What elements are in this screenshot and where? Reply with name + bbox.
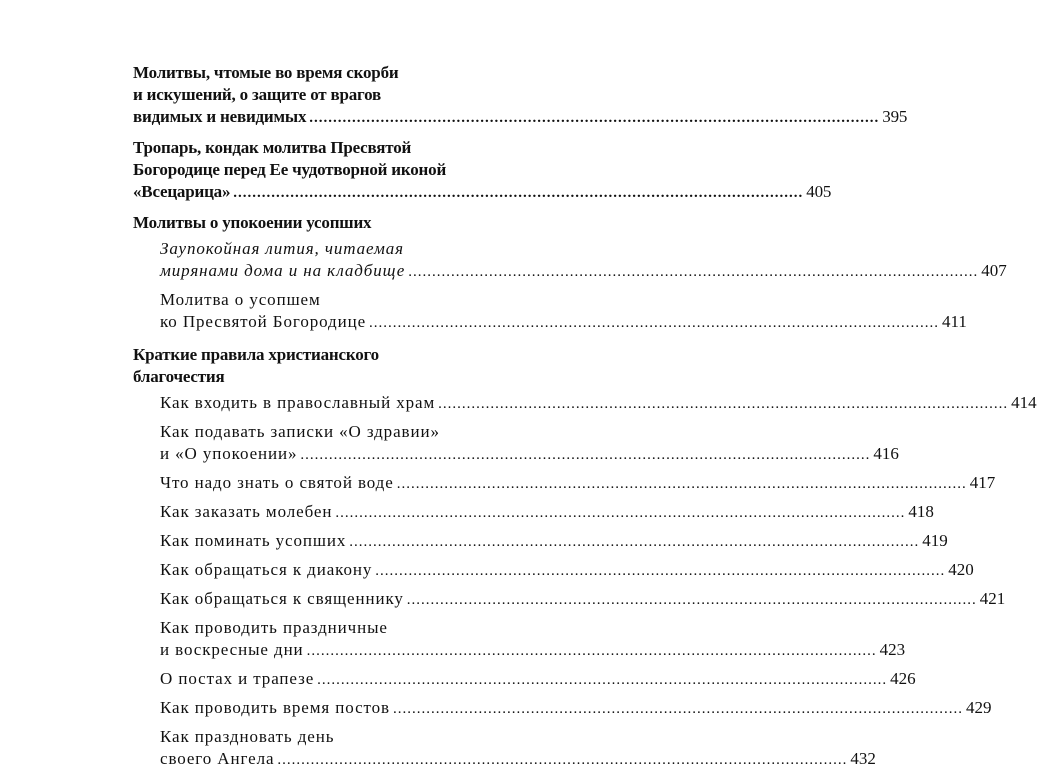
entry-title-line: Богородице перед Ее чудотворной иконой — [133, 160, 447, 179]
entry-title-line: Что надо знать о святой воде — [160, 473, 394, 492]
dot-leader: ........................................................................................................................ — [392, 701, 963, 717]
toc-entry-address-priest — [133, 588, 1006, 611]
entry-title-line: Как праздновать день — [160, 727, 335, 746]
entry-title-line: своего Ангела — [160, 749, 275, 768]
toc-entry-moleben — [133, 501, 934, 524]
toc-section-prayers-departed — [133, 212, 489, 234]
entry-title-line: Как обращаться к священнику — [160, 589, 404, 608]
toc-section-christian-rules — [133, 344, 489, 388]
page-number: 416 — [873, 444, 899, 463]
dot-leader: ........................................................................................................................ — [438, 396, 1009, 412]
page-number: 395 — [882, 107, 908, 126]
toc-entry-submit-notes — [133, 421, 899, 466]
toc-entry-prayer-departed-theotokos — [133, 289, 967, 334]
entry-title-line: Как подавать записки «О здравии» — [160, 422, 440, 441]
dot-leader: ........................................................................................................................ — [233, 185, 804, 201]
toc-entry-name-day — [133, 726, 876, 771]
section-heading: Молитвы о упокоении усопших — [133, 213, 372, 232]
toc-entry-feast-days — [133, 617, 906, 662]
dot-leader: ........................................................................................................................ — [406, 592, 977, 608]
toc-entry-enter-church — [133, 392, 1037, 415]
entry-title-line: и искушений, о защите от врагов — [133, 85, 381, 104]
toc-entry-troparion-vsetsaritsa — [133, 137, 832, 204]
dot-leader: ........................................................................................................................ — [277, 752, 848, 768]
toc-entry-holy-water — [133, 472, 996, 495]
entry-title-line: Как заказать молебен — [160, 502, 333, 521]
page-number: 420 — [948, 560, 974, 579]
entry-title-line: Как обращаться к диакону — [160, 560, 373, 579]
page-number: 414 — [1011, 393, 1037, 412]
page-number: 411 — [942, 312, 967, 331]
entry-title-line: Заупокойная лития, читаемая — [160, 239, 404, 258]
toc-entry-fasts-meals — [133, 668, 916, 691]
entry-title-line: Молитвы, чтомые во время скорби — [133, 63, 399, 82]
page-number: 426 — [890, 669, 916, 688]
page-number: 432 — [850, 749, 876, 768]
entry-title-line: О постах и трапезе — [160, 669, 315, 688]
page-number: 407 — [981, 261, 1007, 280]
toc-entry-litiya — [133, 238, 1007, 283]
entry-title-line: мирянами дома и на кладбище — [160, 261, 406, 280]
dot-leader: ........................................................................................................................ — [369, 315, 940, 331]
toc-entry-address-deacon — [133, 559, 974, 582]
section-heading: Краткие правила христианского — [133, 345, 379, 364]
toc-entry-prayers-sorrow — [133, 62, 908, 129]
entry-title-line: и воскресные дни — [160, 640, 304, 659]
section-heading: благочестия — [133, 367, 225, 386]
toc-entry-fasting-time — [133, 697, 992, 720]
toc-entry-commemorate-departed — [133, 530, 948, 553]
entry-title-line: Как проводить время постов — [160, 698, 390, 717]
page-number: 429 — [965, 698, 992, 717]
page-number: 405 — [806, 182, 832, 201]
dot-leader: ........................................................................................................................ — [335, 505, 906, 521]
dot-leader: ........................................................................................................................ — [300, 447, 871, 463]
dot-leader: ........................................................................................................................ — [349, 534, 920, 550]
dot-leader: ........................................................................................................................ — [309, 110, 880, 126]
entry-title-line: «Всецарица» — [133, 182, 231, 201]
dot-leader: ........................................................................................................................ — [375, 563, 946, 579]
entry-title-line: Молитва о усопшем — [160, 290, 321, 309]
page-number: 418 — [908, 502, 934, 521]
entry-title-line: Как проводить праздничные — [160, 618, 388, 637]
dot-leader: ........................................................................................................................ — [306, 643, 877, 659]
page-number: 421 — [979, 589, 1006, 608]
page-number: 423 — [879, 640, 906, 659]
entry-title-line: и «О упокоении» — [160, 444, 298, 463]
dot-leader: ........................................................................................................................ — [408, 264, 979, 280]
entry-title-line: Как поминать усопших — [160, 531, 347, 550]
entry-title-line: Как входить в православный храм — [160, 393, 436, 412]
entry-title-line: ко Пресвятой Богородице — [160, 312, 367, 331]
page-number: 419 — [922, 531, 948, 550]
entry-title-line: видимых и невидимых — [133, 107, 307, 126]
dot-leader: ........................................................................................................................ — [396, 476, 967, 492]
dot-leader: ........................................................................................................................ — [317, 672, 888, 688]
entry-title-line: Тропарь, кондак молитва Пресвятой — [133, 138, 412, 157]
page-number: 417 — [969, 473, 996, 492]
table-of-contents — [133, 62, 1037, 771]
